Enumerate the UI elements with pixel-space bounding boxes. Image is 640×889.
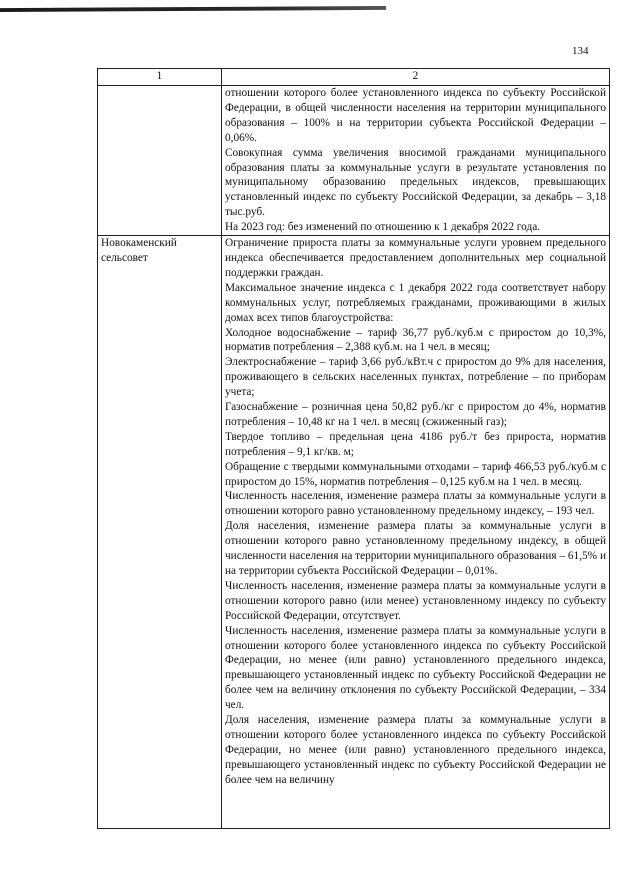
- text-paragraph: Газоснабжение – розничная цена 50,82 руб./кг с приростом до 4%, норматив потребления – 10,48 кг на 1 чел. в месяц (сжиженный газ);: [225, 401, 606, 428]
- table-header-row: [98, 69, 610, 86]
- text-paragraph: Максимальное значение индекса с 1 декабря 2022 года соответствует набору коммунальных услуг, потребляемых гражданами, проживающими в жилых домах всех типов благоустройства:: [225, 281, 606, 324]
- municipality-cell: Новокаменский сельсовет: [98, 236, 222, 829]
- text-paragraph: Численность населения, изменение размера платы за коммунальные услуги в отношении которого равно установленному предельному индексу, – 193 чел.: [225, 490, 606, 518]
- text-paragraph: Ограничение прироста платы за коммунальные услуги уровнем предельного индекса обеспечивается предоставлением дополнительных мер социальной поддержки граждан.: [225, 237, 606, 279]
- scan-edge-mark: [0, 6, 386, 12]
- text-paragraph: отношении которого более установленного индекса по субъекту Российской Федерации, в общей численности населения на территории муниципального образования – 100% и на территории субъекта Российской Федерации – 0,06%.: [225, 87, 606, 144]
- text-paragraph: Электроснабжение – тариф 3,66 руб./кВт.ч с приростом до 9% для населения, проживающего в сельских населенных пунктах, потребление – по приборам учета;: [225, 356, 606, 399]
- text-paragraph: Твердое топливо – предельная цена 4186 руб./т без прироста, норматив потребления – 9,1 кг/кв. м;: [225, 430, 606, 458]
- text-paragraph: Численность населения, изменение размера платы за коммунальные услуги в отношении которого равно (или менее) установленному индексу по субъекту Российской Федерации, отсутствует.: [225, 579, 606, 622]
- text-paragraph: Доля населения, изменение размера платы за коммунальные услуги в отношении которого равно установленному предельному индексу, в общей численности населения на территории муниципального образования – 61,5% и на территории субъекта Российской Федерации – 0,01%.: [225, 520, 606, 577]
- description-cell: [222, 86, 610, 236]
- table-row: [98, 236, 610, 829]
- document-table: [97, 68, 610, 829]
- text-paragraph: Совокупная сумма увеличения вносимой гражданами муниципального образования платы за коммунальные услуги в результате установления по муниципальному образованию предельных индексов, превышающих установленный индекс по субъекту Российской Федерации, за декабрь – 3,18 тыс.руб.: [225, 146, 606, 219]
- table-row: [98, 86, 610, 236]
- description-cell: [222, 236, 610, 829]
- text-paragraph: Численность населения, изменение размера платы за коммунальные услуги в отношении которого более установленного индекса по субъекту Российской Федерации, но менее (или равно) установленного предельного индекса, превышающего установленный индекс по субъекту Российской Федерации не более чем на величину отклонения по субъекту Российской Федерации, – 334 чел.: [225, 624, 606, 712]
- text-paragraph: Обращение с твердыми коммунальными отходами – тариф 466,53 руб./куб.м с приростом до 15%, норматив потребления – 0,125 куб.м на 1 чел. в месяц.: [225, 460, 606, 488]
- column-header-2: 2: [222, 69, 610, 86]
- municipality-cell: [98, 86, 222, 236]
- text-paragraph: Холодное водоснабжение – тариф 36,77 руб./куб.м с приростом до 10,3%, норматив потребления – 2,388 куб.м. на 1 чел. в месяц;: [225, 326, 606, 354]
- column-header-1: 1: [98, 69, 222, 86]
- text-paragraph: Доля населения, изменение размера платы за коммунальные услуги в отношении которого более установленного индекса по субъекту Российской Федерации, но менее (или равно) установленного предельного индекса, превышающего установленный индекс по субъекту Российской Федерации не более чем на величину: [225, 714, 606, 786]
- text-paragraph: На 2023 год: без изменений по отношению к 1 декабря 2022 года.: [225, 221, 541, 234]
- page-number: 134: [572, 45, 589, 57]
